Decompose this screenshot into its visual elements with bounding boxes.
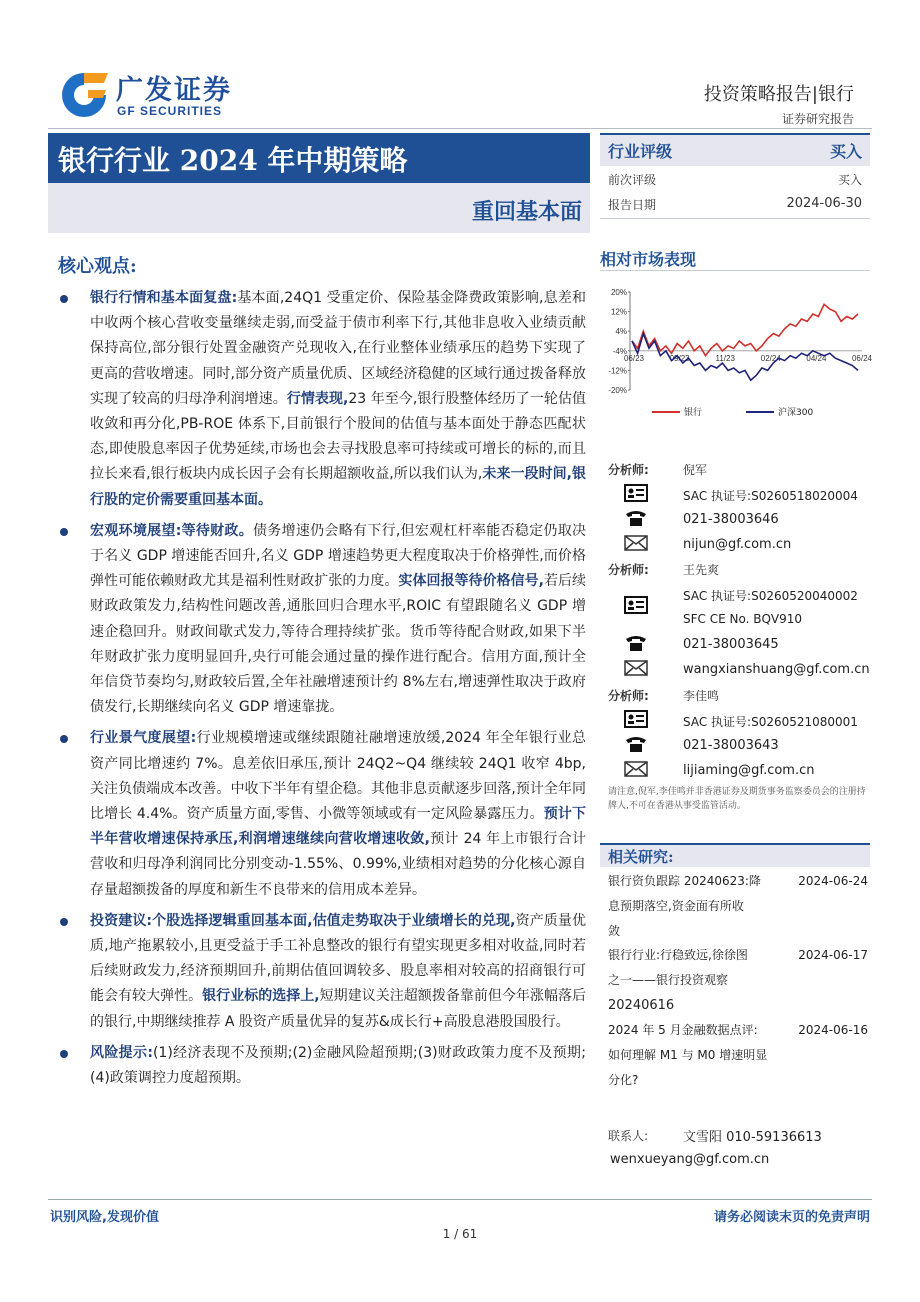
related-item-title-3: 敛 [608,924,621,938]
bullet-dot [60,528,68,536]
bullet-risk [60,1041,586,1091]
rating-value: 买入 [829,142,862,161]
y-tick-label: -20% [608,386,627,395]
phone-icon [624,734,648,754]
report-type: 投资策略报告|银行 [703,84,854,105]
related-item-title: 银行行业:行稳致远,徐徐图 [608,948,748,962]
email-icon [624,658,648,678]
bullet-macro [60,519,586,721]
contact-label: 联系人: [608,1129,649,1143]
logo-text-en: GF SECURITIES [117,104,223,118]
y-tick-label: 20% [610,288,627,297]
contact-email[interactable]: wenxueyang@gf.com.cn [610,1152,770,1167]
analyst-note: 请注意,倪军,李佳鸣并非香港证券及期货事务监察委员会的注册持牌人,不可在香港从事受监管活动。 [608,787,866,811]
analyst-email-3[interactable]: lijiaming@gf.com.cn [683,763,815,778]
email-icon [624,533,648,553]
logo-text-cn: 广发证券 [116,75,232,106]
bullet-dot [60,295,68,303]
related-item-title-3: 20240616 [608,998,675,1013]
related-item-date: 2024-06-17 [798,948,868,962]
bullet-head: 宏观环境展望:等待财政。 [90,522,254,539]
related-title: 相关研究: [608,848,674,866]
bullet-body-2: 若后续财政政策发力,结构性问题改善,通胀回归合理水平,ROIC 有望跟随名义 GDP 增速企稳回升。财政间歇式发力,等待合理持续扩张。货币等待配合财政,如果下半年财政扩张力度明显回升,央行可能会通过量的操作进行配合。信用方面,预计全年信贷节奏均匀,财政较后置,全年社融增速预计约 8%左右,增速弹性取决于政府债发行,长期继续向名义 GDP 增速靠拢。 [90,573,586,716]
bullet-key: 预计下半年营收增速保持承压,利润增速继续向营收增速收敛, [90,806,587,848]
y-tick-label: -12% [608,366,627,376]
y-tick-label: 4% [615,327,627,337]
related-item-title-3: 分化? [608,1073,639,1087]
bullet-body: 行业规模增速或继续跟随社融增速放缓,2024 年全年银行业总资产同比增速约 7%。息差依旧承压,预计 24Q2~Q4 继续较 24Q1 收窄 4bp,关注负债端成本改善。中收下半年有望企稳。其他非息贡献逐步回落,预计全年同比增长 4.4%。资产质量方面,零售、小微等领域或有一定风险暴露压力。 [90,730,586,823]
analyst-cert-1: SAC 执证号:S0260518020004 [683,489,858,503]
analyst-cert-2: SAC 执证号:S0260520040002 [683,589,858,603]
bullet-body: 资产质量优质,地产拖累较小,且更受益于手工补息整改的银行有望实现更多相对收益,同时若后续财政发力,经济预期回升,前期估值回调较多、股息率相对较高的招商银行可能会有较大弹性。 [90,912,587,1005]
market-divider [600,270,870,271]
related-item-date: 2024-06-24 [798,874,868,888]
analyst-phone-3: 021-38003643 [683,738,779,753]
analyst-sfc-2: SFC CE No. BQV910 [683,612,803,626]
bullet-dot [60,918,68,926]
prev-rating-value: 买入 [837,173,862,187]
relative-performance-chart [600,280,873,425]
contact-name-phone: 文雪阳 010-59136613 [683,1130,822,1145]
analyst-phone-2: 021-38003645 [683,637,779,652]
email-icon [624,759,648,779]
x-tick-label: 09/23 [669,353,690,363]
report-subtype: 证券研究报告 [781,112,854,126]
related-item-3[interactable] [608,1018,868,1093]
bullet-key: 银行业标的选择上, [202,988,320,1005]
phone-icon [624,633,648,653]
bullet-body-2: 23 年至今,银行股整体经历了一轮估值收敛和再分化,PB-ROE 体系下,目前银行个股间的估值与基本面处于静态匹配状态,即使股息率因子优势延续,市场也会去寻找股息率可持续或可增长的标的,而且拉长来看,银行板块内成长因子会有长期超额收益,所以我们认为, [90,390,587,483]
related-item-1[interactable] [608,869,868,944]
bullet-key: 实体回报等待价格信号, [398,573,544,590]
rating-divider [600,218,870,219]
footer-divider [48,1199,872,1200]
analyst-cert-3: SAC 执证号:S0260521080001 [683,715,858,729]
y-tick-label: 12% [610,307,627,317]
bullet-head: 银行行情和基本面复盘: [90,290,238,306]
page-number: 1 / 61 [442,1227,478,1241]
related-item-2[interactable] [608,943,868,1018]
header-divider [48,128,872,129]
x-tick-label: 02/24 [760,353,781,363]
bullet-body: 基本面,24Q1 受重定价、保险基金降费政策影响,息差和中收两个核心营收变量继续走弱,而受益于债市利率下行,其他非息收入业绩贡献保持高位,部分银行处置金融资产兑现收入,在行业整体业绩承压的趋势下实现了更高的营收增速。同时,部分资产质量优质、区域经济稳健的区域行通过拨备释放实现了较高的归母净利润增速。 [90,290,586,407]
bullet-head: 投资建议:个股选择逻辑重回基本面,估值走势取决于业绩增长的兑现, [90,912,516,929]
analyst-label-2: 分析师: [608,563,649,577]
analyst-email-2[interactable]: wangxianshuang@gf.com.cn [683,662,870,677]
bullet-dot [60,735,68,743]
bullet-investment [60,909,586,1035]
related-item-title-2: 之一——银行投资观察 [608,973,729,987]
bullet-body-2: 短期建议关注超额拨备靠前但今年涨幅落后的银行,中期继续推荐 A 股资产质量优异的复苏&成长行+高股息港股国股行。 [90,988,587,1030]
related-item-title: 2024 年 5 月金融数据点评: [608,1023,758,1037]
x-tick-label: 06/23 [623,353,645,363]
x-tick-label: 06/24 [851,353,873,363]
bullet-review [60,286,586,513]
bullet-body: (1)经济表现不及预期;(2)金融风险超预期;(3)财政政策力度不及预期;(4)政策调控力度超预期。 [90,1044,586,1087]
core-views-title: 核心观点: [58,256,137,277]
phone-icon [624,508,648,528]
footer-slogan: 识别风险,发现价值 [50,1210,159,1225]
related-item-title: 银行资负跟踪 20240623:降 [608,874,761,888]
analyst-email-1[interactable]: nijun@gf.com.cn [683,537,792,552]
footer-disclaimer[interactable]: 请务必阅读末页的免责声明 [713,1210,870,1225]
bullet-body-2: 预计 24 年上市银行合计营收和归母净利润同比分别变动-1.55%、0.99%,业绩相对趋势的分化核心源自存量超额拨备的厚度和新生不良带来的信用成本差异。 [90,831,586,898]
core-views-body [60,286,586,1097]
prev-rating-label: 前次评级 [608,173,657,187]
analyst-name-3: 李佳鸣 [683,689,720,703]
bullet-key-2: 未来一段时间,银行股的定价需要重回基本面。 [90,466,586,508]
x-tick-label: 04/24 [806,353,827,363]
x-tick-label: 11/23 [715,353,735,363]
y-tick-label: -4% [612,346,627,356]
analyst-label-1: 分析师: [608,463,649,477]
report-date-value: 2024-06-30 [786,196,862,211]
id-card-icon [624,483,648,503]
market-title: 相对市场表现 [600,250,697,269]
related-item-title-2: 息预期落空,资金面有所收 [608,899,744,913]
bullet-industry [60,726,586,902]
analyst-phone-1: 021-38003646 [683,512,779,527]
bullet-dot [60,1050,68,1058]
id-card-icon [624,709,648,729]
report-date-label: 报告日期 [608,198,657,212]
bullet-head: 行业景气度展望: [90,730,197,747]
bullet-key: 行情表现, [286,390,349,407]
bullet-head: 风险提示: [90,1044,153,1061]
related-item-date: 2024-06-16 [798,1023,868,1037]
legend-bank-label: 银行 [684,408,703,418]
rating-label: 行业评级 [608,142,673,161]
bank-series-line [632,304,858,355]
analyst-label-3: 分析师: [608,689,649,703]
gf-logo-icon [58,70,110,120]
report-title: 银行行业 2024 年中期策略 [58,144,408,177]
report-subtitle: 重回基本面 [471,199,582,225]
legend-index-label: 沪深300 [778,408,814,418]
analyst-name-2: 王先爽 [683,563,720,577]
id-card-icon [624,595,648,615]
bullet-body: 债务增速仍会略有下行,但宏观杠杆率能否稳定仍取决于名义 GDP 增速能否回升,名义 GDP 增速趋势更大程度取决于价格弹性,而价格弹性可能依赖财政尤其是福利性财政扩张的力度。 [90,522,586,590]
analyst-name-1: 倪军 [683,463,708,477]
related-item-title-2: 如何理解 M1 与 M0 增速明显 [608,1048,768,1062]
